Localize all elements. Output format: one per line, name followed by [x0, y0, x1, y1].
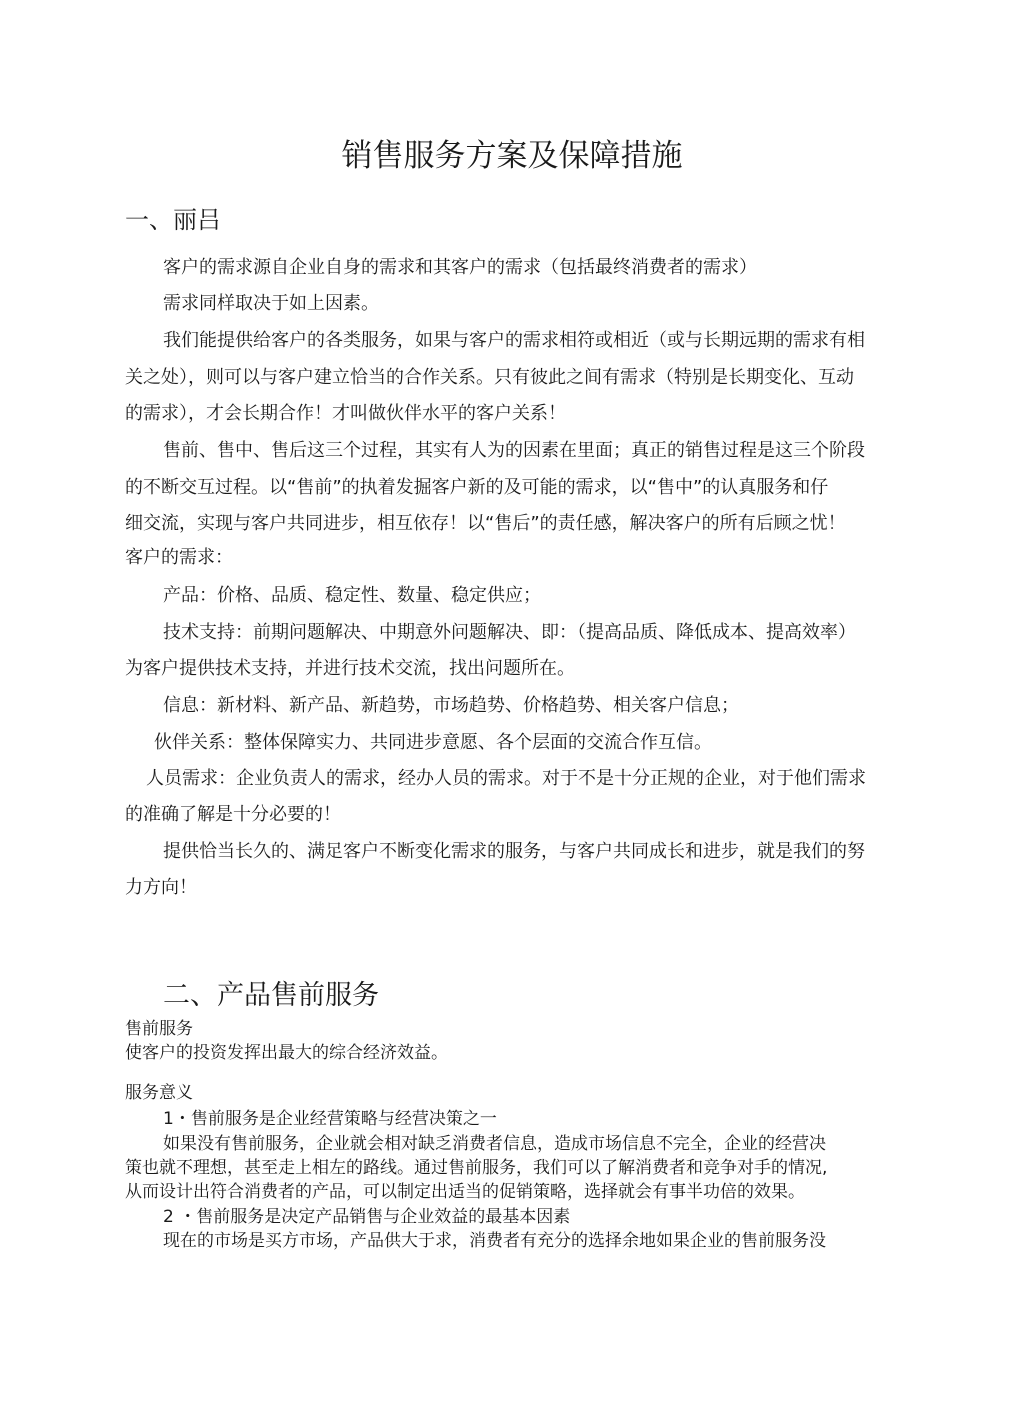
paragraph-line: 2 ・售前服务是决定产品销售与企业效益的最基本因素: [163, 1207, 571, 1227]
paragraph-line: 售前、售中、售后这三个过程，其实有人为的因素在里面；真正的销售过程是这三个阶段: [163, 440, 865, 461]
section-2-heading: 二、产品售前服务: [163, 980, 379, 1011]
paragraph-line: 客户的需求：: [125, 547, 233, 568]
paragraph-line: 伙伴关系：整体保障实力、共同进步意愿、各个层面的交流合作互信。: [154, 732, 712, 753]
paragraph-line: 需求同样取决于如上因素。: [163, 293, 379, 314]
paragraph-line: 关之处），则可以与客户建立恰当的合作关系。只有彼此之间有需求（特别是长期变化、互动: [125, 367, 854, 388]
paragraph-line: 的准确了解是十分必要的！: [125, 804, 341, 825]
paragraph-line: 售前服务: [125, 1019, 193, 1039]
paragraph-line: 客户的需求源自企业自身的需求和其客户的需求（包括最终消费者的需求）: [163, 257, 757, 278]
paragraph-line: 我们能提供给客户的各类服务，如果与客户的需求相符或相近（或与长期远期的需求有相: [163, 330, 865, 351]
paragraph-line: 的不断交互过程。以“售前”的执着发掘客户新的及可能的需求，以“售中”的认真服务和仔: [125, 477, 829, 498]
paragraph-line: 的需求），才会长期合作！才叫做伙伴水平的客户关系！: [125, 403, 566, 424]
paragraph-line: 如果没有售前服务，企业就会相对缺乏消费者信息，造成市场信息不完全，企业的经营决: [163, 1134, 826, 1154]
paragraph-line: 产品：价格、品质、稳定性、数量、稳定供应；: [163, 585, 541, 606]
section-1-heading: 一、丽吕: [125, 206, 221, 234]
paragraph-line: 现在的市场是买方市场，产品供大于求，消费者有充分的选择余地如果企业的售前服务没: [163, 1231, 826, 1251]
document-title: 销售服务方案及保障措施: [341, 138, 683, 174]
paragraph-line: 提供恰当长久的、满足客户不断变化需求的服务，与客户共同成长和进步，就是我们的努: [163, 841, 865, 862]
paragraph-line: 力方向！: [125, 877, 197, 898]
paragraph-line: 使客户的投资发挥出最大的综合经济效益。: [125, 1043, 448, 1063]
paragraph-line: 1・售前服务是企业经营策略与经营决策之一: [163, 1109, 497, 1129]
paragraph-line: 从而设计出符合消费者的产品，可以制定出适当的促销策略，选择就会有事半功倍的效果。: [125, 1182, 805, 1202]
paragraph-line: 技术支持：前期问题解决、中期意外问题解决、即：（提高品质、降低成本、提高效率）: [163, 622, 856, 643]
paragraph-line: 人员需求：企业负责人的需求，经办人员的需求。对于不是十分正规的企业，对于他们需求: [146, 768, 866, 789]
paragraph-line: 信息：新材料、新产品、新趋势，市场趋势、价格趋势、相关客户信息；: [163, 695, 739, 716]
paragraph-line: 服务意义: [125, 1083, 193, 1103]
paragraph-line: 细交流，实现与客户共同进步，相互依存！以“售后”的责任感，解决客户的所有后顾之忧！: [125, 513, 846, 534]
paragraph-line: 为客户提供技术支持，并进行技术交流，找出问题所在。: [125, 658, 575, 679]
paragraph-line: 策也就不理想，甚至走上相左的路线。通过售前服务，我们可以了解消费者和竞争对手的情况,: [125, 1158, 828, 1178]
